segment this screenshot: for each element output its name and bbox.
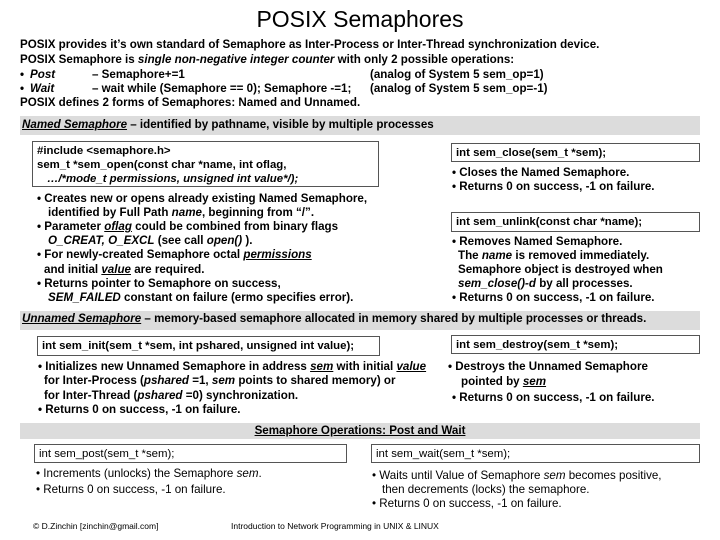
sem-destroy-box — [451, 335, 700, 354]
footer-course: Introduction to Network Programming in UNIX & LINUX — [231, 521, 439, 531]
intro-line-2: POSIX Semaphore is single non-negative integer counter with only 2 possible operations: — [20, 53, 515, 66]
sem-close-signature: int sem_close(sem_t *sem); — [456, 147, 607, 159]
note-value: and initial value are required. — [44, 263, 205, 276]
footer-author: © D.Zinchin [zinchin@gmail.com] — [33, 521, 159, 531]
post-bullet: • — [20, 68, 25, 81]
sem-init-box — [37, 336, 380, 356]
post-analog: (analog of System 5 sem_op=1) — [370, 68, 544, 81]
close-note-2: • Returns 0 on success, -1 on failure. — [452, 180, 655, 193]
destroy-note-2: pointed by sem — [461, 375, 547, 388]
sem-unlink-box — [451, 212, 700, 232]
destroy-note-1: • Destroys the Unnamed Semaphore — [448, 360, 648, 373]
note-failed: SEM_FAILED constant on failure (ermo specifies error). — [48, 291, 354, 304]
wait-note-3: • Returns 0 on success, -1 on failure. — [372, 497, 562, 510]
code-sem-open-args: …/*mode_t permissions, unsigned int value*/); — [47, 173, 299, 185]
sem-post-box — [34, 444, 347, 463]
code-include: #include <semaphore.h> — [37, 145, 171, 157]
note-fullpath: identified by Full Path name, beginning from “/”. — [48, 206, 315, 219]
wait-note-1: • Waits until Value of Semaphore sem becomes positive, — [372, 469, 662, 482]
init-note-2: for Inter-Process (pshared =1, sem points to shared memory) or — [44, 374, 396, 387]
wait-bullet: • — [20, 82, 25, 95]
sem-wait-signature: int sem_wait(sem_t *sem); — [376, 448, 511, 460]
named-band-title: Named Semaphore – identified by pathname, visible by multiple processes — [22, 118, 434, 131]
note-flags: O_CREAT, O_EXCL (see call open() ). — [48, 234, 253, 247]
code-sem-open: sem_t *sem_open(const char *name, int oflag, — [37, 159, 287, 171]
unlink-note-3: Semaphore object is destroyed when — [458, 263, 663, 276]
sem-close-box — [451, 143, 700, 162]
post-note-1: • Increments (unlocks) the Semaphore sem. — [36, 467, 262, 480]
post-desc: – Semaphore+=1 — [92, 68, 185, 81]
page-title: POSIX Semaphores — [256, 6, 464, 32]
wait-analog: (analog of System 5 sem_op=-1) — [370, 82, 548, 95]
unlink-note-4: sem_close()-d by all processes. — [458, 277, 633, 290]
ops-band-title: Semaphore Operations: Post and Wait — [254, 424, 466, 437]
wait-note-2: then decrements (locks) the semaphore. — [382, 483, 590, 496]
init-note-1: • Initializes new Unnamed Semaphore in address sem with initial value — [38, 360, 427, 373]
unlink-note-2: The name is removed immediately. — [458, 249, 650, 262]
post-name: Post — [30, 68, 56, 81]
sem-open-code-box — [32, 141, 379, 187]
close-note-1: • Closes the Named Semaphore. — [452, 166, 630, 179]
note-permissions: • For newly-created Semaphore octal permissions — [37, 248, 312, 261]
unlink-note-1: • Removes Named Semaphore. — [452, 235, 623, 248]
unlink-note-5: • Returns 0 on success, -1 on failure. — [452, 291, 655, 304]
init-note-3: for Inter-Thread (pshared =0) synchronization. — [44, 389, 299, 402]
note-returns: • Returns pointer to Semaphore on success, — [37, 277, 281, 290]
post-note-2: • Returns 0 on success, -1 on failure. — [36, 483, 226, 496]
sem-destroy-signature: int sem_destroy(sem_t *sem); — [456, 339, 619, 351]
wait-desc: – wait while (Semaphore == 0); Semaphore -=1; — [92, 82, 352, 95]
sem-init-signature: int sem_init(sem_t *sem, int pshared, unsigned int value); — [42, 340, 355, 352]
init-note-4: • Returns 0 on success, -1 on failure. — [38, 403, 241, 416]
sem-wait-box — [371, 444, 700, 463]
note-creates: • Creates new or opens already existing Named Semaphore, — [37, 192, 368, 205]
destroy-note-3: • Returns 0 on success, -1 on failure. — [452, 391, 655, 404]
sem-post-signature: int sem_post(sem_t *sem); — [39, 448, 175, 460]
intro-line-5: POSIX defines 2 forms of Semaphores: Named and Unnamed. — [20, 96, 361, 109]
sem-unlink-signature: int sem_unlink(const char *name); — [456, 216, 643, 228]
intro-line-1: POSIX provides it’s own standard of Semaphore as Inter-Process or Inter-Thread synchronization device. — [20, 38, 600, 51]
unnamed-band-title: Unnamed Semaphore – memory-based semaphore allocated in memory shared by multiple processes or threads. — [22, 312, 647, 325]
wait-name: Wait — [30, 82, 55, 95]
note-oflag: • Parameter oflag could be combined from binary flags — [37, 220, 339, 233]
